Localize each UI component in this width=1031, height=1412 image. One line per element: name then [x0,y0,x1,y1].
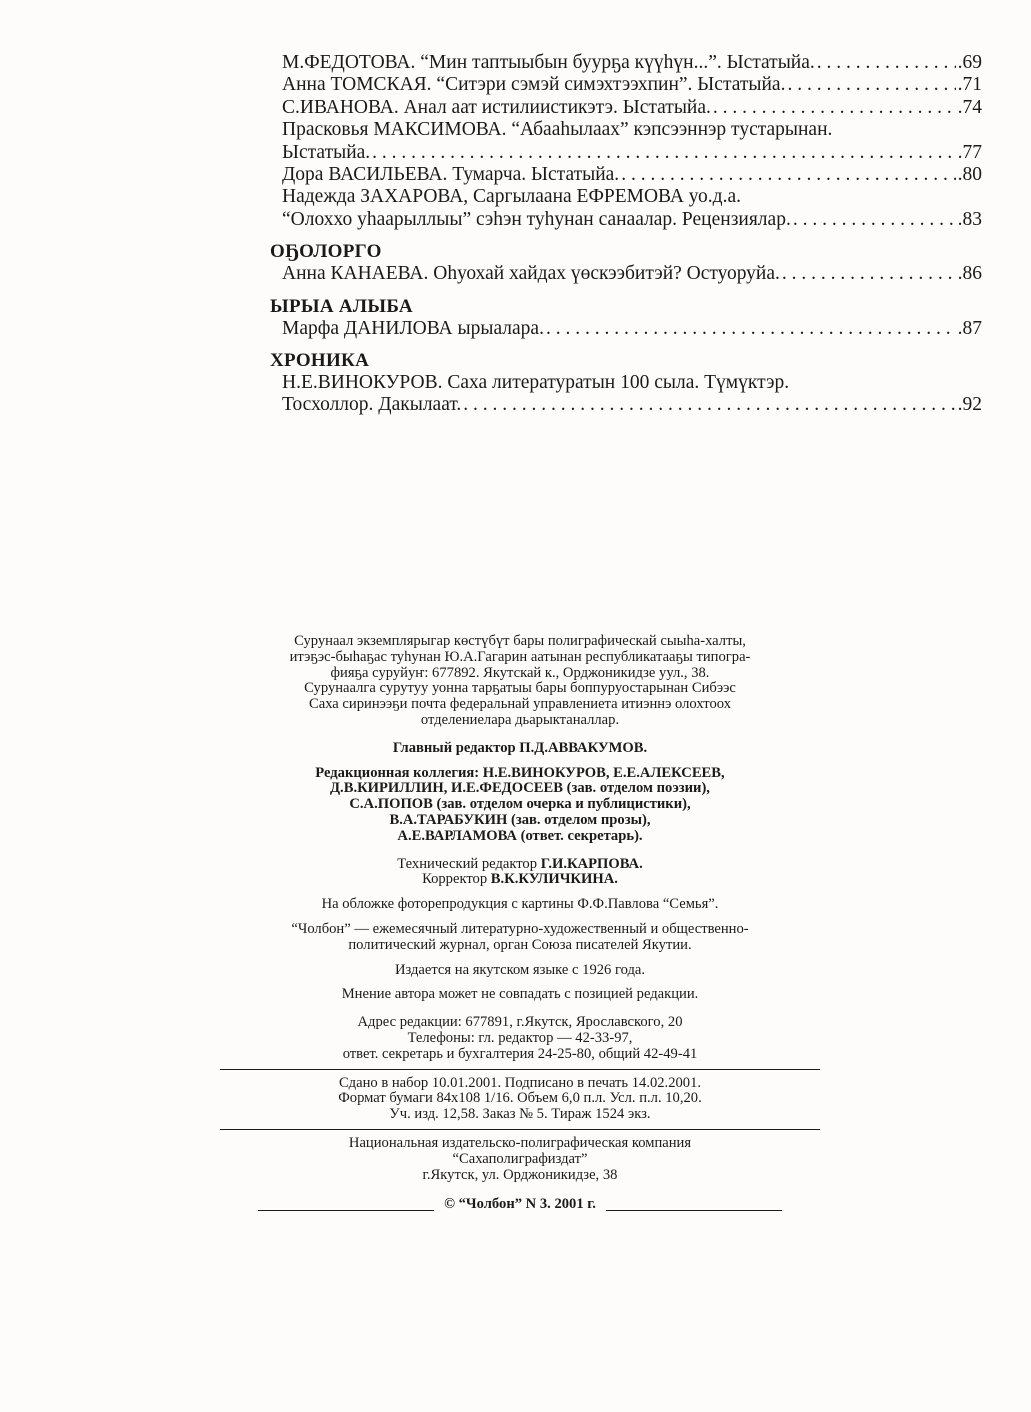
toc-entry-text-line2: Тосхоллор. Дакылаат. [282,394,462,416]
divider [220,1069,820,1070]
copyright-rule-left [258,1210,434,1211]
board-line: Д.В.КИРИЛЛИН, И.Е.ФЕДОСЕЕВ (зав. отделом поэзии), [330,780,710,797]
editorial-board [220,766,820,845]
cover-note: На обложке фоторепродукция с картины Ф.Ф.Павлова “Семья”. [321,896,719,913]
board-line: А.Е.ВАРЛАМОВА (ответ. секретарь). [397,827,643,844]
opinion-disclaimer: Мнение автора может не совпадать с позицией редакции. [341,986,699,1003]
toc-entry-text: С.ИВАНОВА. Анал аат истилиистикэтэ. Ыстатыйа. [282,96,711,118]
imprint-block [220,634,820,1213]
toc-leader-dots [372,142,955,164]
corrector-name: В.К.КУЛИЧКИНА. [490,871,618,888]
imprint-line: фияҕа суруйуҥ: 677892. Якутскай к., Орджоникидзе уул., 38. [330,664,710,681]
toc-entry-fedotova[interactable] [270,52,982,74]
toc-entry-text-line1: Прасковья МАКСИМОВА. “Абааһылаах” кэпсээннэр тустарынан. [282,119,833,141]
toc-page-number: .83 [957,208,982,230]
imprint-line: “Сахаполиграфиздат” [452,1150,588,1167]
board-line: В.А.ТАРАБУКИН (зав. отделом прозы), [389,811,651,828]
tech-editor-name: Г.И.КАРПОВА. [540,855,643,872]
table-of-contents [270,52,982,417]
imprint-line: Сурунаал экземплярыгар көстүбүт бары полиграфическай сыыһа-халты, [294,633,746,649]
toc-page-number: .74 [957,96,982,118]
corrector-label: Корректор [422,871,488,888]
imprint-line: Формат бумаги 84х108 1/16. Объем 6,0 п.л. Усл. п.л. 10,20. [338,1090,702,1107]
toc-entry-text-line2: Ыстатыйа. [282,141,371,163]
toc-page-number: .92 [957,394,982,416]
print-info [220,1076,820,1123]
language-note: Издается на якутском языке с 1926 года. [394,961,646,978]
toc-page-number: .87 [957,317,982,339]
toc-leader-dots [787,74,955,96]
copyright-line [220,1197,820,1213]
subscription-notice [220,634,820,729]
toc-entry-vinokurov[interactable] [270,372,982,417]
toc-entry-text-line1: Надежда ЗАХАРОВА, Саргылаана ЕФРЕМОВА уо.д.а. [282,186,741,208]
imprint-line: Национальная издательско-полиграфическая компания [348,1134,692,1151]
imprint-line: “Чолбон” — ежемесячный литературно-художественный и общественно- [291,920,749,937]
toc-entry-text: Анна КАНАЕВА. Оһуохай хайдах үөскээбитэй? Остуоруйа. [282,263,780,285]
technical-staff [220,857,820,889]
toc-entry-text-line2: “Олоххо уһаарыллыы” сэһэн туһунан санаалар. Рецензиялар. [282,208,791,230]
toc-entry-text: Дора ВАСИЛЬЕВА. Тумарча. Ыстатыйа. [282,164,620,186]
toc-entry-maksimova[interactable] [270,119,982,164]
section-heading-khronika: ХРОНИКА [270,350,370,372]
imprint-line: итэҕэс-быһаҕас туһунан Ю.А.Гагарин аатынан республикатааҕы типогра- [289,648,751,665]
toc-entry-text: Анна ТОМСКАЯ. “Ситэри сэмэй симэхтээхпин”. Ыстатыйа. [282,74,786,96]
section-heading-yrya: ЫРЫА АЛЫБА [270,295,413,317]
imprint-line: ответ. секретарь и бухгалтерия 24-25-80, общий 42-49-41 [342,1045,698,1062]
tech-editor-label: Технический редактор [397,855,538,872]
copyright-rule-right [606,1210,782,1211]
board-line: Редакционная коллегия: Н.Е.ВИНОКУРОВ, Е.Е.АЛЕКСЕЕВ, [315,764,725,781]
toc-leader-dots [817,52,956,74]
toc-leader-dots [782,263,956,285]
imprint-line: Саха сиринээҕи почта федеральнай управлениета итиэннэ олохтоох [308,696,731,713]
imprint-line: Телефоны: гл. редактор — 42-33-97, [407,1029,633,1046]
divider [220,1129,820,1130]
chief-editor: Главный редактор П.Д.АВВАКУМОВ. [392,739,648,756]
board-line: С.А.ПОПОВ (зав. отделом очерка и публицистики), [349,796,691,813]
imprint-line: Сдано в набор 10.01.2001. Подписано в печать 14.02.2001. [338,1074,702,1091]
toc-entry-kanaeva[interactable] [270,263,982,285]
toc-entry-text-line1: Н.Е.ВИНОКУРОВ. Саха литературатын 100 сыла. Түмүктэр. [282,372,790,394]
imprint-line: г.Якутск, ул. Орджоникидзе, 38 [422,1166,618,1183]
toc-page-number: .71 [957,74,982,96]
toc-entry-zakharova[interactable] [270,186,982,231]
toc-leader-dots [546,318,956,340]
toc-entry-danilova[interactable] [270,318,982,340]
toc-leader-dots [621,164,955,186]
toc-entry-text: М.ФЕДОТОВА. “Мин таптыыбын буурҕа күүһүн...”. Ыстатыйа. [282,52,815,73]
toc-leader-dots [463,394,955,416]
toc-leader-dots [713,97,956,119]
imprint-line: отделениелара дьарыктаналлар. [420,711,620,728]
toc-entry-ivanova[interactable] [270,97,982,119]
toc-page-number: .69 [957,52,982,73]
imprint-line: Уч. изд. 12,58. Заказ № 5. Тираж 1524 экз. [389,1106,651,1123]
publisher-info [220,1136,820,1183]
toc-page-number: .86 [957,263,982,285]
toc-leader-dots [793,209,956,231]
toc-entry-vasilyeva[interactable] [270,164,982,186]
imprint-line: Адрес редакции: 677891, г.Якутск, Ярославского, 20 [357,1014,683,1031]
copyright-text: © “Чолбон” N 3. 2001 г. [444,1196,596,1213]
imprint-line: политический журнал, орган Союза писателей Якутии. [348,936,692,953]
section-heading-ogologo: ОҔОЛОРГО [270,241,382,263]
journal-description [220,922,820,954]
toc-entry-tomskaya[interactable] [270,74,982,96]
toc-page-number: .80 [957,164,982,186]
toc-page-number: .77 [957,141,982,163]
imprint-line: Сурунаалга сурутуу уонна тарҕатыы бары боппуруостарынан Сибээс [304,680,736,697]
editorial-address [220,1015,820,1062]
toc-entry-text: Марфа ДАНИЛОВА ырыалара. [282,317,544,339]
